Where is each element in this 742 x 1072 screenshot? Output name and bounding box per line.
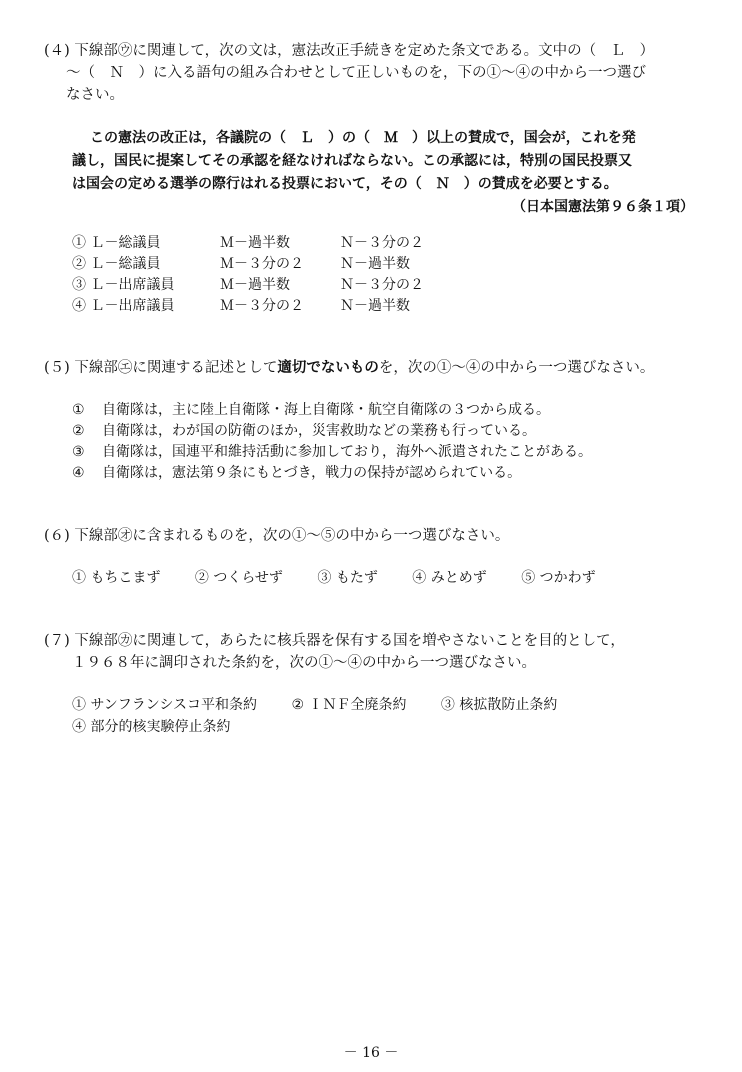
q5-option-3[interactable] [72,442,592,463]
q7-options-row-2 [72,716,260,736]
q5-option-1[interactable] [72,400,592,421]
option-m: Ｍ－過半数 [220,235,290,251]
q6-option-5[interactable]: ⑤ つかわず [521,570,596,586]
option-n: Ｎ－過半数 [340,256,410,272]
q4-option-2[interactable] [72,254,424,275]
option-number: ③ [72,444,85,460]
option-l: ④ Ｌ－出席議員 [72,298,175,314]
option-number: ② [72,423,85,439]
question-6-stem [44,525,704,547]
q6-option-3[interactable]: ③ もたず [317,570,378,586]
q4-line-2: ～（ Ｎ ）に入る語句の組み合わせとして正しいものを，下の①～④の中から一つ選び [66,65,646,81]
q4-line-1: (４) 下線部㋒に関連して，次の文は，憲法改正手続きを定めた条文である。文中の（ Ｌ ） [44,43,655,59]
q7-option-2[interactable]: ② ＩＮＦ全廃条約 [291,697,407,713]
q5-option-4[interactable] [72,463,592,484]
q6-option-4[interactable]: ④ みとめず [412,570,487,586]
quote-line-2: 議し，国民に提案してその承認を経なければならない。この承認には，特別の国民投票又 [72,153,632,169]
q7-line-2: １９６８年に調印された条約を，次の①～④の中から一つ選びなさい。 [72,655,536,671]
question-5-stem [44,357,704,379]
option-n: Ｎ－３分の２ [340,277,424,293]
option-text: 自衛隊は，わが国の防衛のほか，災害救助などの業務も行っている。 [102,423,536,439]
q4-options [72,233,424,317]
q5-prefix: (５) 下線部㋓に関連する記述として [44,360,278,376]
quote-line-1: この憲法の改正は，各議院の（ Ｌ ）の（ Ｍ ）以上の賛成で，国会が，これを発 [90,130,636,146]
q4-line-3: なさい。 [66,87,124,103]
q7-options-row-1 [72,694,587,714]
q6-options [72,567,626,587]
quote-line-3: は国会の定める選挙の際行はれる投票において，その（ Ｎ ）の賛成を必要とする。 [72,176,618,192]
constitution-quote [72,127,702,219]
option-n: Ｎ－３分の２ [340,235,424,251]
option-text: 自衛隊は，憲法第９条にもとづき，戦力の保持が認められている。 [102,465,522,481]
q5-suffix: を，次の①～④の中から一つ選びなさい。 [378,360,655,376]
q5-option-2[interactable] [72,421,592,442]
option-l: ③ Ｌ－出席議員 [72,277,175,293]
option-l: ① Ｌ－総議員 [72,235,161,251]
q7-option-1[interactable]: ① サンフランシスコ平和条約 [72,697,257,713]
option-text: 自衛隊は，国連平和維持活動に参加しており，海外へ派遣されたことがある。 [102,444,592,460]
page-number: － 16 － [343,1045,399,1061]
q6-option-2[interactable]: ② つくらせず [194,570,283,586]
option-number: ① [72,402,85,418]
q6-stem: (６) 下線部㋔に含まれるものを，次の①～⑤の中から一つ選びなさい。 [44,528,510,544]
q4-option-3[interactable] [72,275,424,296]
quote-source: （日本国憲法第９６条１項） [512,199,694,215]
q7-option-4[interactable]: ④ 部分的核実験停止条約 [72,719,231,735]
q4-option-1[interactable] [72,233,424,254]
option-text: 自衛隊は，主に陸上自衛隊・海上自衛隊・航空自衛隊の３つから成る。 [102,402,550,418]
option-number: ④ [72,465,85,481]
option-m: Ｍ－過半数 [220,277,290,293]
option-n: Ｎ－過半数 [340,298,410,314]
q6-option-1[interactable]: ① もちこまず [72,570,161,586]
question-4-stem [44,40,704,106]
q5-options [72,400,592,484]
q7-line-1: (７) 下線部㋕に関連して，あらたに核兵器を保有する国を増やさないことを目的として， [44,633,625,649]
option-m: Ｍ－３分の２ [220,298,304,314]
option-m: Ｍ－３分の２ [220,256,304,272]
q7-option-3[interactable]: ③ 核拡散防止条約 [440,697,558,713]
option-l: ② Ｌ－総議員 [72,256,161,272]
q4-option-4[interactable] [72,296,424,317]
q5-emphasis: 適切でないもの [277,360,379,376]
question-7-stem [44,630,704,674]
